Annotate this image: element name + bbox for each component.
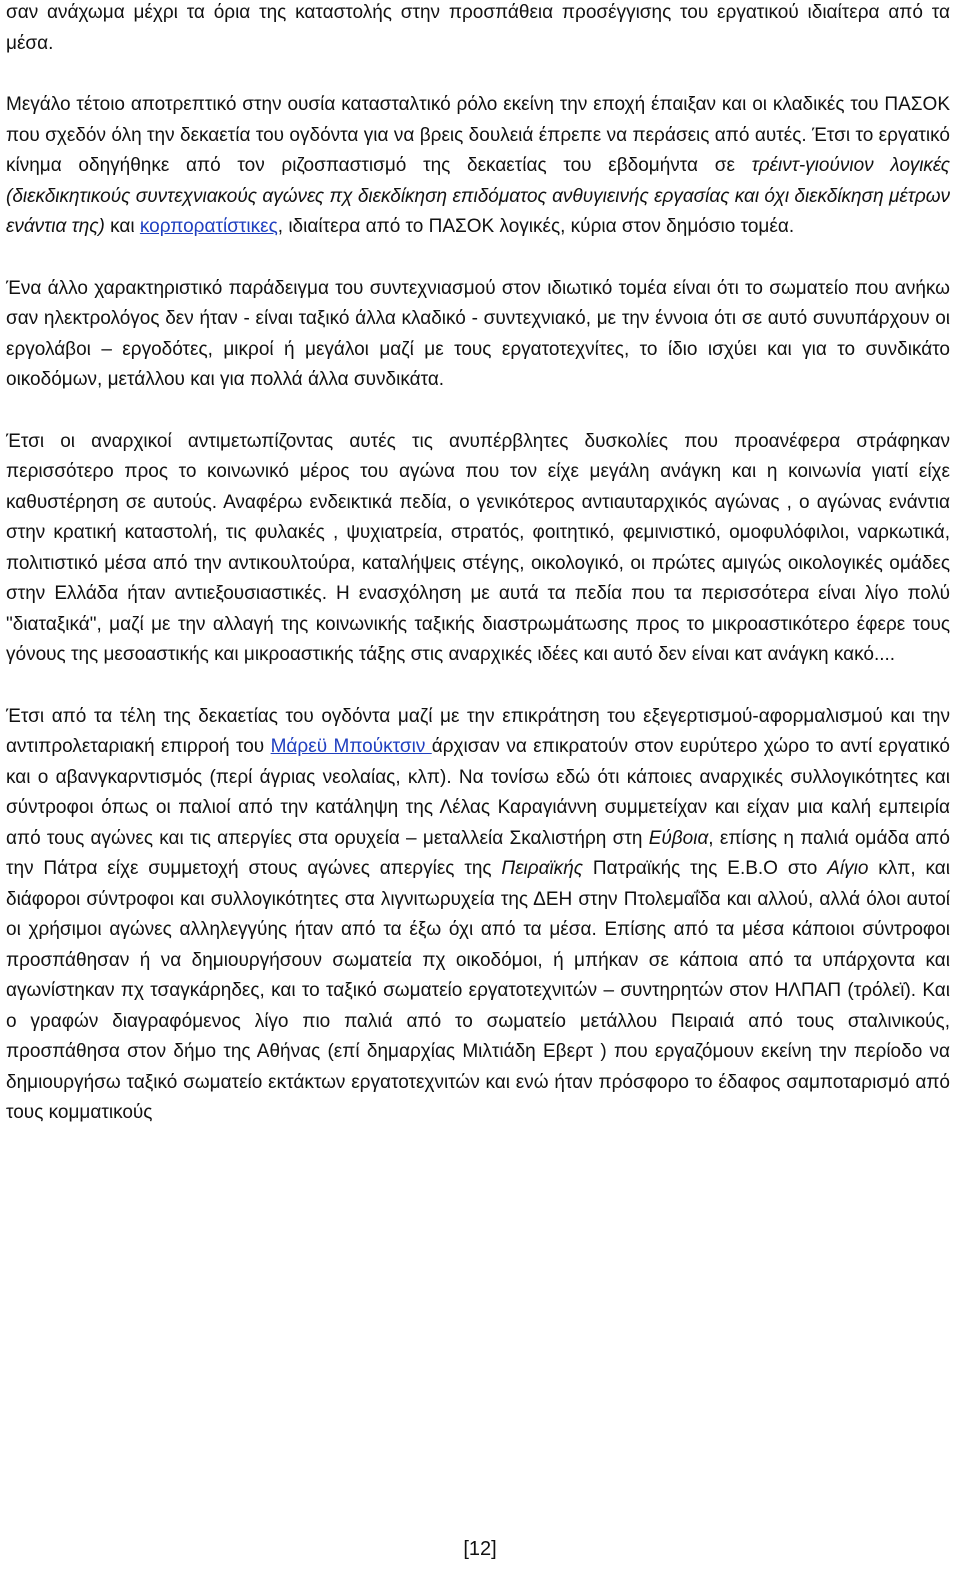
text-segment: Ένα άλλο χαρακτηριστικό παράδειγμα του συντεχνιασμού στον ιδιωτικό τομέα είναι ότι το σωματείο που ανήκω σαν ηλεκτρολόγος δεν ήταν - είναι ταξικό άλλα κλαδικό - συντεχνιακό, με την έννοια ότι σε αυτό συνυπάρχουν οι εργολάβοι – εργοδότες, μικροί ή μεγάλοι μαζί με τους εργατοτεχνίτες, το ίδιο ισχύει και για το συνδικάτο οικοδόμων, μετάλλου και για πολλά άλλα συνδικάτα. bbox=[6, 277, 950, 390]
link-murray-bookchin[interactable]: Μάρεϋ Μπούκτσιν bbox=[270, 736, 432, 757]
text-segment: άρχισαν να επικρατούν στον ευρύτερο χώρο το αντί εργατικό και ο αβανγκαρντισμός (περί άγριας νεολαίας, κλπ). Να τονίσω εδώ ότι κάποιες αναρχικές συλλογικότητες και σύντροφοι όπως οι παλιοί από την κατάληψη της Λέλας Καραγιάννη συμμετείχαν και είχαν μια καλή εμπειρία από τους αγώνες και τις απεργίες στα ορυχεία – μεταλλεία Σκαλιστήρη στη bbox=[6, 736, 950, 849]
paragraph-5 bbox=[6, 702, 950, 1129]
text-segment: , επίσης η παλιά ομάδα από την Πάτρα είχε συμμετοχή στους αγώνες απεργίες της bbox=[6, 827, 950, 879]
text-segment: Πατραϊκής της Ε.Β.Ο στο bbox=[583, 858, 828, 879]
text-segment: και bbox=[104, 216, 140, 237]
italic-text: Εύβοια bbox=[648, 827, 709, 849]
text-segment: σαν ανάχωμα μέχρι τα όρια της καταστολής στην προσπάθεια προσέγγισης του εργατικού ιδιαίτερα από τα μέσα. bbox=[6, 2, 950, 54]
paragraph-2 bbox=[6, 90, 950, 243]
document-body bbox=[6, 0, 950, 1160]
italic-text: Πειραϊκής bbox=[501, 858, 583, 879]
text-segment: Μεγάλο τέτοιο αποτρεπτικό στην ουσία κατασταλτικό ρόλο εκείνη την εποχή έπαιξαν και οι κλαδικές του ΠΑΣΟΚ που σχεδόν όλη την δεκαετία του ογδόντα για να βρεις δουλειά έπρεπε να περάσεις από αυτές. Έτσι το εργατικό κίνημα οδηγήθηκε από τον ριζοσπαστισμό της δεκαετίας του εβδομήντα σε bbox=[6, 94, 950, 176]
italic-text: τρέιντ-γιούνιον λογικές (διεκδικητικούς συντεχνιακούς αγώνες πχ διεκδίκηση επιδόματος ανθυγιεινής εργασίας και όχι διεκδίκηση μέτρων ενάντια της) bbox=[6, 155, 950, 237]
text-segment: Έτσι από τα τέλη της δεκαετίας του ογδόντα μαζί με την επικράτηση του εξεγερτισμού-αφορμαλισμού και την αντιπρολεταριακή επιρροή του bbox=[6, 705, 950, 757]
text-segment: Έτσι οι αναρχικοί αντιμετωπίζοντας αυτές τις ανυπέρβλητες δυσκολίες που προανέφερα στράφηκαν περισσότερο προς το κοινωνικό μέρος του αγώνα που τον είχε μεγάλη ανάγκη και η κοινωνία γιατί είχε καθυστέρηση σε αυτούς. Αναφέρω ενδεικτικά πεδία, ο γενικότερος αντιαυταρχικός αγώνας , ο αγώνας ενάντια στην κρατική καταστολή, τις φυλακές , ψυχιατρεία, στρατός, φοιτητικό, φεμινιστικό, ομοφυλόφιλοι, ναρκωτικά, πολιτιστικό μέσα από την αντικουλτούρα, καταλήψεις στέγης, οικολογικό, οι πρώτες αμιγώς οικολογικές ομάδες στην Ελλάδα ήταν αντιεξουσιαστικές. Η ενασχόληση με αυτά τα πεδία που τα περισσότερα είναι λίγο πολύ "διαταξικά", μαζί με την αλλαγή της κοινωνικής ταξικής διαστρωμάτωσης προς το μικροαστικότερο έφερε τους γόνους της μεσοαστικής και μικροαστικής τάξης στις αναρχικές ιδέες και αυτό δεν είναι κατ ανάγκη κακό.... bbox=[6, 430, 950, 665]
text-segment: κλπ, και διάφοροι σύντροφοι και συλλογικότητες στα λιγνιτωρυχεία της ΔΕΗ στην Πτολεμαΐδα και αλλού, αλλά όλοι αυτοί οι χρήσιμοι αγώνες αλληλεγγύης ήταν από τα έξω όχι από τα μέσα. Επίσης από τα μέσα κάποιοι σύντροφοι προσπάθησαν ή να δημιουργήσουν σωματεία πχ οικοδόμοι, ή μπήκαν σε κάποια από τα υπάρχοντα και αγωνίστηκαν πχ τσαγκάρηδες, και το ταξικό σωματείο εργατοτεχνιτών – συντηρητών στον ΗΛΠΑΠ (τρόλεϊ). Και ο γραφών διαγραφόμενος λίγο πιο παλιά από το σωματείο μετάλλου Πειραιά από τους σταλινικούς, προσπάθησα στον δήμο της Αθήνας (επί δημαρχίας Μιλτιάδη Εβερτ ) που εργαζόμουν εκείνη την περίοδο να δημιουργήσω ταξικό σωματείο εκτάκτων εργατοτεχνιτών και ενώ ήταν πρόσφορο το έδαφος σαμποταρισμό από τους κομματικούς bbox=[6, 858, 950, 1123]
paragraph-3 bbox=[6, 274, 950, 396]
italic-text: Αίγιο bbox=[827, 858, 869, 879]
paragraph-1 bbox=[6, 0, 950, 59]
link-korporatistikes[interactable]: κορπορατίστικες bbox=[139, 216, 278, 237]
paragraph-4 bbox=[6, 427, 950, 671]
text-segment: , ιδιαίτερα από το ΠΑΣΟΚ λογικές, κύρια στον δημόσιο τομέα. bbox=[277, 216, 795, 237]
page-number: [12] bbox=[463, 1538, 497, 1560]
